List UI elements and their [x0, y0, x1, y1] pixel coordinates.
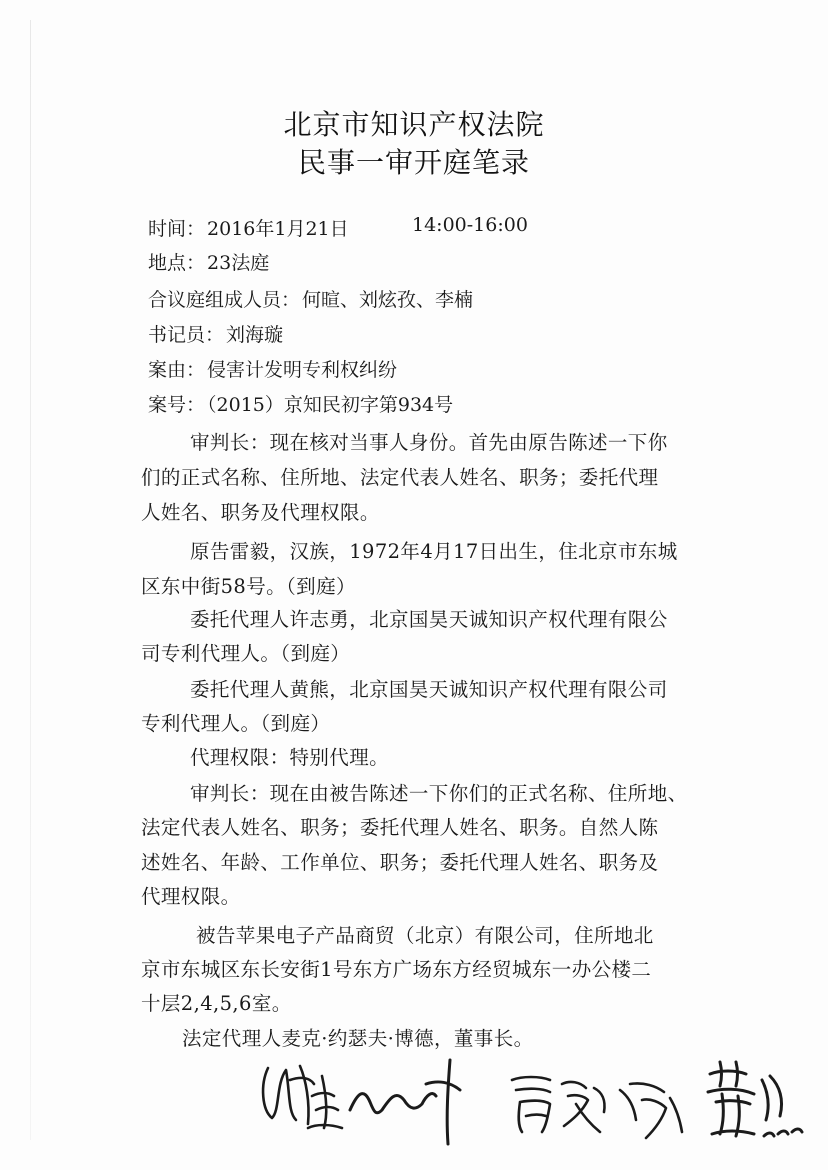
- meta-clerk-row: [148, 320, 283, 347]
- signature-3-scribble: [512, 1077, 682, 1138]
- body-line: 委托代理人许志勇，北京国昊天诚知识产权代理有限公: [190, 608, 668, 631]
- clerk-label: 书记员：: [148, 324, 225, 346]
- cause-value: 侵害计发明专利权纠纷: [207, 359, 398, 381]
- body-line: 区东中街58号。（到庭）: [141, 575, 356, 598]
- meta-case-number-row: [148, 390, 453, 417]
- body-line: 专利代理人。（到庭）: [141, 712, 331, 735]
- body-line: 审判长：现在由被告陈述一下你们的正式名称、住所地、: [190, 782, 688, 805]
- panel-label: 合议庭组成人员：: [148, 289, 301, 311]
- date-value: 2016年1月21日: [207, 218, 349, 240]
- time-label: 时间：: [148, 218, 206, 240]
- court-name-title: 北京市知识产权法院: [283, 108, 545, 141]
- signature-2-scribble: [350, 1060, 460, 1144]
- location-value: 23法庭: [207, 252, 270, 274]
- body-line: 述姓名、年龄、工作单位、职务；委托代理人姓名、职务及: [141, 851, 659, 874]
- body-line: 被告苹果电子产品商贸（北京）有限公司，住所地北: [196, 924, 654, 947]
- record-title: 民事一审开庭笔录: [297, 146, 530, 179]
- meta-panel-row: [148, 285, 473, 312]
- handwritten-signatures: [250, 1040, 810, 1150]
- meta-cause-row: [148, 355, 397, 382]
- case-number-label: 案号：: [148, 394, 206, 416]
- time-range-value: 14:00-16:00: [412, 214, 528, 236]
- body-line: 法定代理人麦克·约瑟夫·博德，董事长。: [182, 1027, 534, 1050]
- case-number-value: （2015）京知民初字第934号: [207, 394, 454, 416]
- body-line: 代理权限。: [141, 885, 241, 908]
- clerk-value: 刘海璇: [226, 324, 284, 346]
- body-line: 司专利代理人。（到庭）: [141, 642, 351, 665]
- meta-time-row: [148, 214, 349, 241]
- body-line: 原告雷毅，汉族，1972年4月17日出生，住北京市东城: [190, 540, 678, 563]
- body-line: 京市东城区东长安街1号东方广场东方经贸城东一办公楼二: [141, 958, 652, 981]
- scan-edge-mark: [30, 20, 31, 1140]
- body-line: 们的正式名称、住所地、法定代表人姓名、职务；委托代理: [141, 466, 659, 489]
- body-line: 代理权限：特别代理。: [190, 746, 390, 769]
- cause-label: 案由：: [148, 359, 206, 381]
- body-line: 法定代表人姓名、职务；委托代理人姓名、职务。自然人陈: [141, 816, 659, 839]
- meta-location-row: [148, 248, 269, 275]
- location-label: 地点：: [148, 252, 206, 274]
- signature-4-scribble: [708, 1062, 802, 1136]
- body-line: 审判长：现在核对当事人身份。首先由原告陈述一下你: [190, 431, 668, 454]
- panel-value: 何暄、刘炫孜、李楠: [302, 289, 474, 311]
- signature-1-scribble: [263, 1066, 342, 1128]
- body-line: 人姓名、职务及代理权限。: [141, 501, 380, 524]
- body-line: 十层2,4,5,6室。: [141, 992, 292, 1015]
- body-line: 委托代理人黄熊，北京国昊天诚知识产权代理有限公司: [190, 678, 668, 701]
